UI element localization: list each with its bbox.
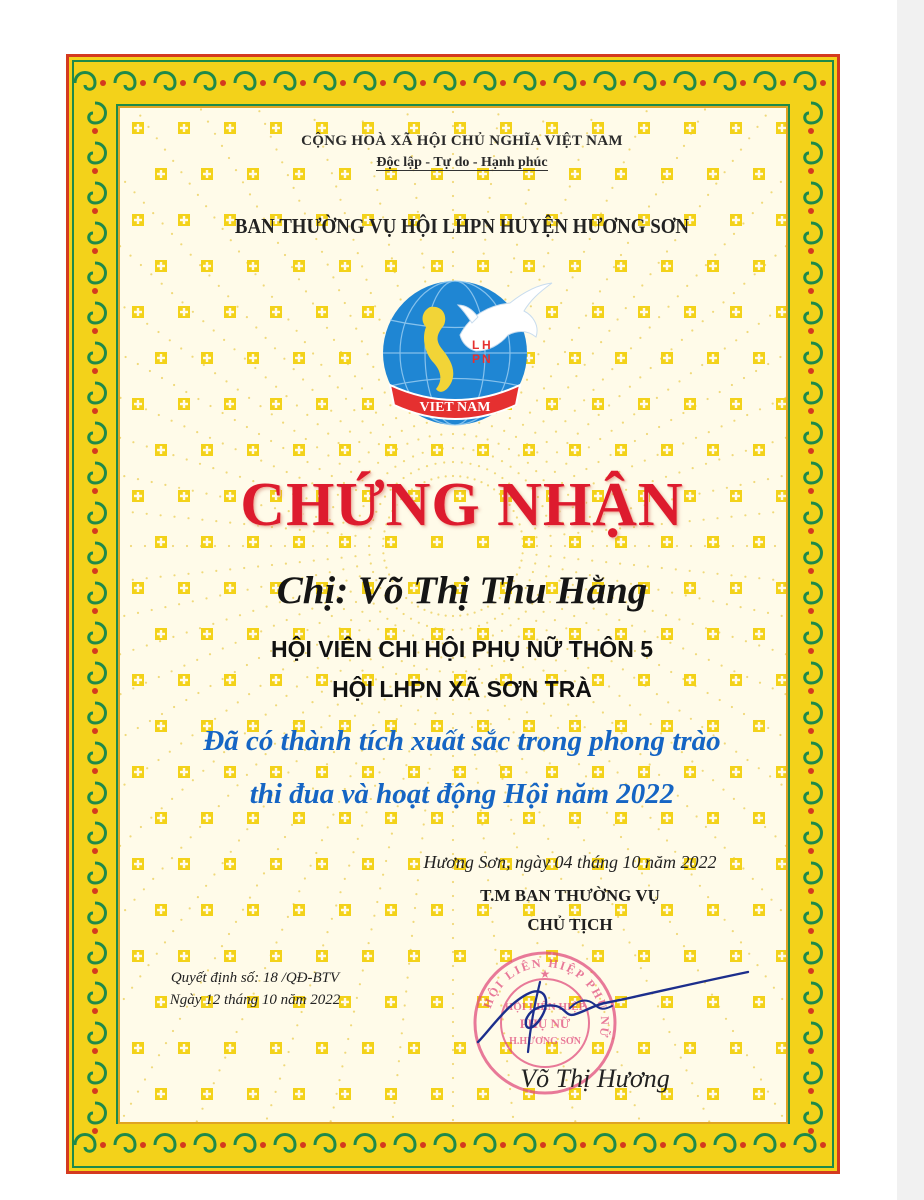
stamp-center-line-2: PHỤ NỮ bbox=[519, 1016, 571, 1031]
achievement-line-2: thi đua và hoạt động Hội năm 2022 bbox=[249, 778, 675, 810]
signer-role: CHỦ TỊCH bbox=[527, 915, 613, 934]
logo-letter-h: H bbox=[482, 338, 491, 352]
logo-ribbon-text: VIET NAM bbox=[419, 400, 491, 415]
place-and-date: Hương Sơn, ngày 04 tháng 10 năm 2022 bbox=[423, 852, 717, 872]
stamp-center-line-3: H.HƯƠNG SƠN bbox=[509, 1036, 581, 1047]
motto-text: Độc lập - Tự do - Hạnh phúc bbox=[376, 155, 548, 170]
handwritten-signature bbox=[470, 960, 770, 1060]
decision-date: Ngày 12 tháng 10 năm 2022 bbox=[169, 992, 341, 1008]
stamp-ring-text: HỘI LIÊN HIỆP PHỤ NỮ bbox=[480, 955, 613, 1041]
issuing-body: BAN THƯỜNG VỤ HỘI LHPN HUYỆN HƯƠNG SƠN bbox=[234, 214, 690, 238]
achievement-line-1: Đã có thành tích xuất sắc trong phong trào bbox=[203, 725, 721, 757]
lhpn-logo bbox=[360, 265, 560, 445]
nation-name: CỘNG HOÀ XÃ HỘI CHỦ NGHĨA VIỆT NAM bbox=[301, 133, 623, 149]
member-line: HỘI VIÊN CHI HỘI PHỤ NỮ THÔN 5 bbox=[270, 636, 653, 662]
signer-name: Võ Thị Hương bbox=[520, 1064, 670, 1093]
certificate-title: CHỨNG NHẬN bbox=[240, 471, 684, 539]
branch-line: HỘI LHPN XÃ SƠN TRÀ bbox=[332, 676, 592, 702]
recipient-name: Chị: Võ Thị Thu Hằng bbox=[276, 569, 648, 612]
decision-number: Quyết định số: 18 /QĐ-BTV bbox=[170, 970, 340, 986]
logo-letter-n: N bbox=[482, 352, 491, 366]
logo-letter-p: P bbox=[472, 352, 481, 366]
stamp-star-icon: ★ bbox=[539, 967, 551, 981]
signing-office: T.M BAN THƯỜNG VỤ bbox=[480, 886, 660, 905]
logo-letter-l: L bbox=[472, 338, 480, 352]
stamp-center-line-1: HỘI LIÊN HIỆP bbox=[504, 1001, 586, 1013]
national-motto bbox=[0, 155, 924, 171]
scan-margin bbox=[897, 0, 924, 1200]
